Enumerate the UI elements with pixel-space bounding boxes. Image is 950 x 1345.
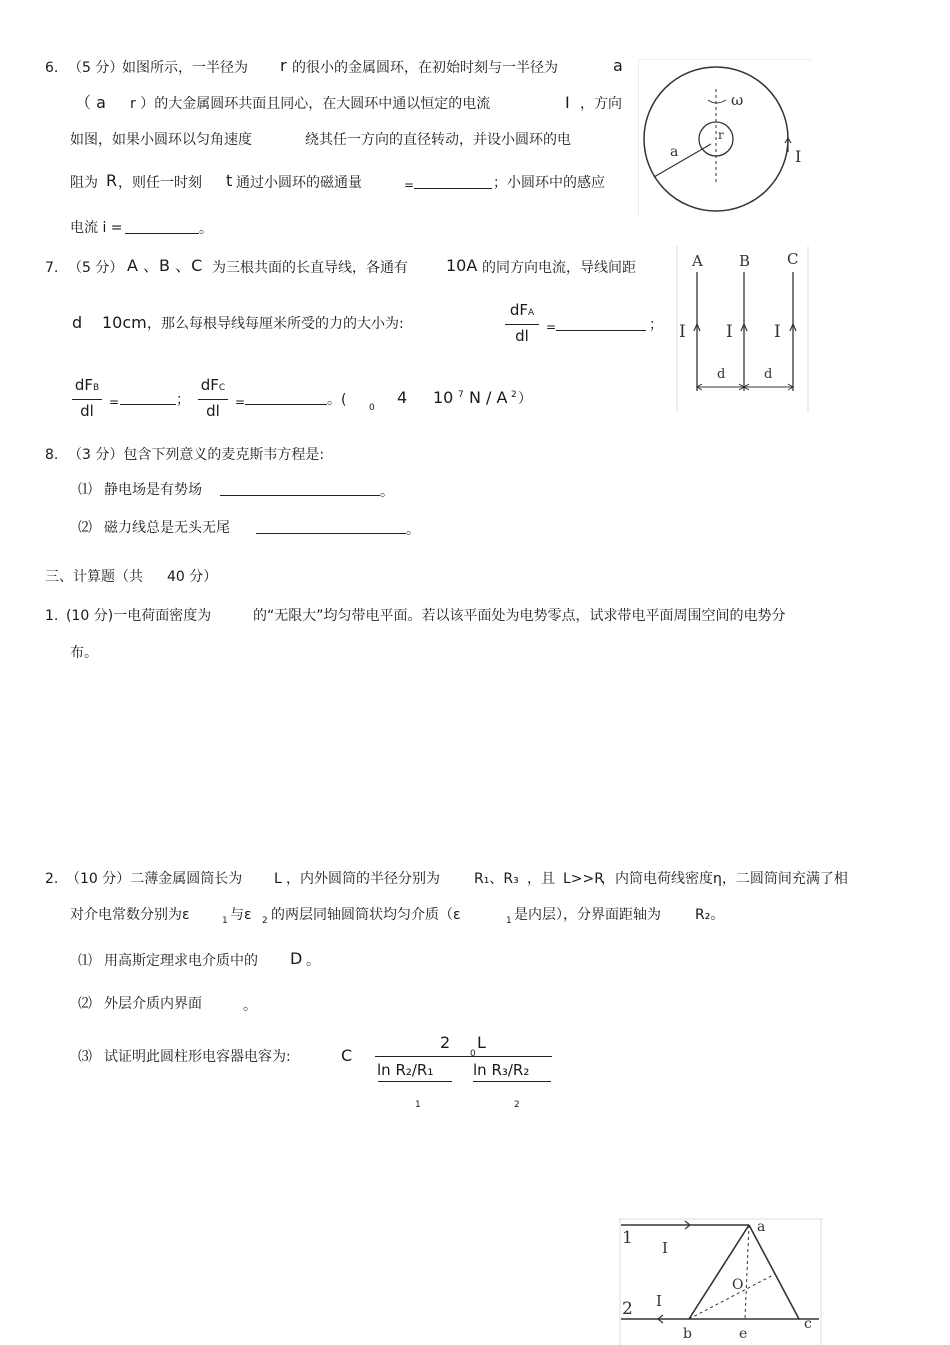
fraction-dFB: dFB dl bbox=[72, 375, 102, 421]
answer-blank[interactable] bbox=[256, 519, 406, 539]
q7-var-d: d bbox=[72, 313, 83, 332]
q6-var-t: t bbox=[226, 171, 233, 190]
c2-text: ，内外圆筒的半径分别为 bbox=[286, 871, 440, 887]
q6-text: 的很小的金属圆环，在初始时刻与一半径为 bbox=[292, 60, 558, 76]
q7-current: 10A bbox=[446, 256, 478, 275]
q7-unit: N / A bbox=[469, 388, 508, 407]
label-c: c bbox=[804, 1316, 812, 1332]
q6-var-r: r bbox=[280, 56, 287, 75]
q8-text: （3 分）包含下列意义的麦克斯韦方程是: bbox=[68, 447, 325, 463]
c2-item1-end: 。 bbox=[306, 953, 320, 969]
q7-text: 为三根共面的长直导线，各通有 bbox=[212, 260, 408, 276]
q7-wires: A 、B 、C bbox=[127, 256, 203, 275]
label-b: b bbox=[683, 1326, 692, 1342]
fraction-dFA: dFA dl bbox=[505, 300, 539, 346]
c2-sub: 2 bbox=[262, 916, 268, 926]
q8-number: 8. bbox=[45, 447, 59, 463]
q6-text: 电流 i = bbox=[70, 220, 123, 236]
q8-item1-number: ⑴ bbox=[78, 482, 92, 498]
q7-score: （5 分） bbox=[68, 260, 124, 276]
q7-text: 的同方向电流，导线间距 bbox=[482, 260, 636, 276]
q6-text: 通过小圆环的磁通量 bbox=[236, 175, 362, 191]
q6-var-a: a bbox=[613, 56, 623, 75]
label-d: d bbox=[717, 367, 726, 382]
answer-blank[interactable] bbox=[125, 219, 199, 239]
c2-item2: 外层介质内界面 bbox=[104, 996, 202, 1012]
cap-eps-sub-2: 2 bbox=[514, 1100, 520, 1110]
c2-text: （10 分）二薄金属圆筒长为 bbox=[66, 871, 243, 887]
c2-item1-number: ⑴ bbox=[78, 953, 92, 969]
c2-var-L: L bbox=[274, 871, 282, 887]
c1-text: 的“无限大”均匀带电平面。若以该平面处为电势零点，试求带电平面周围空间的电势分 bbox=[253, 608, 786, 624]
q7-unit-exp: 2 bbox=[511, 390, 517, 400]
figure-triangle bbox=[619, 1218, 823, 1345]
q7-semicolon: ； bbox=[176, 392, 190, 408]
cap-sub-bar-2 bbox=[473, 1081, 551, 1082]
q6-text: （ a bbox=[75, 93, 106, 112]
label-omega: ω bbox=[731, 91, 744, 109]
q7-dist: 10cm bbox=[102, 313, 147, 332]
figure-rings bbox=[638, 59, 812, 218]
answer-blank[interactable] bbox=[120, 390, 176, 410]
c2-text: ，内筒电荷线密度η，二圆筒间充满了相 bbox=[601, 871, 848, 887]
cap-fraction-bar bbox=[375, 1056, 552, 1057]
label-I: I bbox=[656, 1292, 662, 1310]
cap-numerator-sub: 0 bbox=[470, 1049, 476, 1059]
q6-text: 如图，如果小圆环以匀角速度 bbox=[70, 132, 252, 148]
altitude-ae bbox=[745, 1225, 749, 1319]
section-title: 三、计算题（共 bbox=[45, 569, 143, 585]
c2-text: 对介电常数分别为ε bbox=[70, 907, 190, 923]
triangle-side-ac bbox=[749, 1225, 799, 1319]
q7-end: 。( bbox=[327, 392, 347, 408]
q7-semicolon: ； bbox=[649, 317, 663, 333]
q8-end: 。 bbox=[380, 484, 394, 500]
q6-text: 绕其任一方向的直径转动，并设小圆环的电 bbox=[305, 132, 571, 148]
label-I: I bbox=[795, 147, 802, 166]
q7-number: 7. bbox=[45, 260, 59, 276]
q8-item2: 磁力线总是无头无尾 bbox=[104, 520, 230, 536]
q6-text: 阻为 bbox=[70, 175, 98, 191]
rotation-arrow bbox=[708, 100, 726, 103]
answer-blank[interactable] bbox=[245, 390, 327, 410]
answer-blank[interactable] bbox=[414, 174, 492, 194]
label-A: A bbox=[692, 252, 703, 270]
label-I: I bbox=[662, 1239, 668, 1257]
cap-sub-bar-1 bbox=[378, 1081, 452, 1082]
figure-wires bbox=[676, 246, 809, 412]
q6-text: ，方向 bbox=[580, 96, 622, 112]
c2-var-C: C bbox=[341, 1046, 353, 1065]
section-score: 40 分） bbox=[167, 569, 218, 585]
label-C: C bbox=[787, 250, 799, 268]
triangle-side-ab bbox=[689, 1225, 749, 1319]
q6-var-I: I bbox=[565, 93, 570, 112]
c2-item2-end: 。 bbox=[243, 998, 257, 1014]
q6-text: 。 bbox=[199, 221, 213, 237]
q7-close: ） bbox=[518, 391, 532, 407]
q6-var-R: R bbox=[106, 171, 118, 190]
c2-var-D: D bbox=[290, 949, 303, 968]
q6-score: （5 分） bbox=[68, 60, 124, 76]
q7-equals: = bbox=[109, 395, 120, 409]
q7-mu-sub: 0 bbox=[369, 403, 375, 413]
label-1: 1 bbox=[622, 1228, 633, 1248]
radius-a bbox=[654, 144, 711, 177]
q6-text: 如图所示，一半径为 bbox=[122, 60, 248, 76]
cap-denominator-2: ln R₃/R₂ bbox=[473, 1061, 530, 1079]
label-O: O bbox=[732, 1277, 744, 1293]
c1-text: (10 分)一电荷面密度为 bbox=[66, 608, 212, 624]
q6-text: ，则任一时刻 bbox=[118, 175, 202, 191]
c2-sub: 1 bbox=[506, 916, 512, 926]
c2-item2-number: ⑵ bbox=[78, 996, 92, 1012]
label-I: I bbox=[679, 322, 686, 342]
c2-text: 的两层同轴圆筒状均匀介质（ε bbox=[271, 907, 461, 923]
label-a: a bbox=[670, 144, 679, 160]
c2-sub: 1 bbox=[222, 916, 228, 926]
q7-ten: 10 bbox=[433, 388, 454, 407]
c2-text: 是内层），分界面距轴为 bbox=[514, 907, 661, 923]
label-2: 2 bbox=[622, 1299, 633, 1319]
q8-item1: 静电场是有势场 bbox=[104, 482, 202, 498]
q6-text: ；小圆环中的感应 bbox=[493, 175, 605, 191]
c2-item3-number: ⑶ bbox=[78, 1049, 92, 1065]
q8-item2-number: ⑵ bbox=[78, 520, 92, 536]
q6-text: r ）的大金属圆环共面且同心，在大圆环中通以恒定的电流 bbox=[130, 96, 491, 112]
q7-exp: 7 bbox=[458, 390, 464, 400]
label-B: B bbox=[739, 252, 751, 270]
q7-text: ，那么每根导线每厘米所受的力的大小为: bbox=[147, 316, 404, 332]
c2-item3: 试证明此圆柱形电容器电容为: bbox=[104, 1049, 291, 1065]
q6-number: 6. bbox=[45, 60, 59, 76]
q7-equals: = bbox=[546, 320, 557, 334]
label-r: r bbox=[718, 128, 724, 142]
q7-four: 4 bbox=[397, 388, 408, 407]
c2-text: ，且 bbox=[527, 871, 555, 887]
q7-equals: = bbox=[235, 395, 246, 409]
answer-blank[interactable] bbox=[556, 316, 646, 336]
c1-text: 布。 bbox=[70, 645, 98, 661]
cap-denominator-1: ln R₂/R₁ bbox=[377, 1061, 434, 1079]
c2-number: 2. bbox=[45, 871, 59, 887]
c2-R2: R₂。 bbox=[695, 907, 725, 923]
c2-item1: 用高斯定理求电介质中的 bbox=[104, 953, 258, 969]
answer-blank[interactable] bbox=[220, 481, 380, 501]
cap-numerator-L: L bbox=[477, 1033, 486, 1052]
cap-eps-sub-1: 1 bbox=[415, 1100, 421, 1110]
cap-numerator-2: 2 bbox=[440, 1033, 451, 1052]
label-e: e bbox=[739, 1326, 748, 1342]
label-I: I bbox=[774, 322, 781, 342]
label-a: a bbox=[757, 1219, 766, 1235]
label-d: d bbox=[764, 367, 773, 382]
c2-radii: R₁、R₃ bbox=[474, 871, 519, 887]
c2-condition: L>>R bbox=[563, 871, 604, 887]
c2-text: 与ε bbox=[230, 907, 252, 923]
q6-equals: = bbox=[404, 178, 415, 192]
fraction-dFC: dFC dl bbox=[198, 375, 228, 421]
label-I: I bbox=[726, 322, 733, 342]
c1-number: 1. bbox=[45, 608, 59, 624]
q8-end: 。 bbox=[406, 522, 420, 538]
